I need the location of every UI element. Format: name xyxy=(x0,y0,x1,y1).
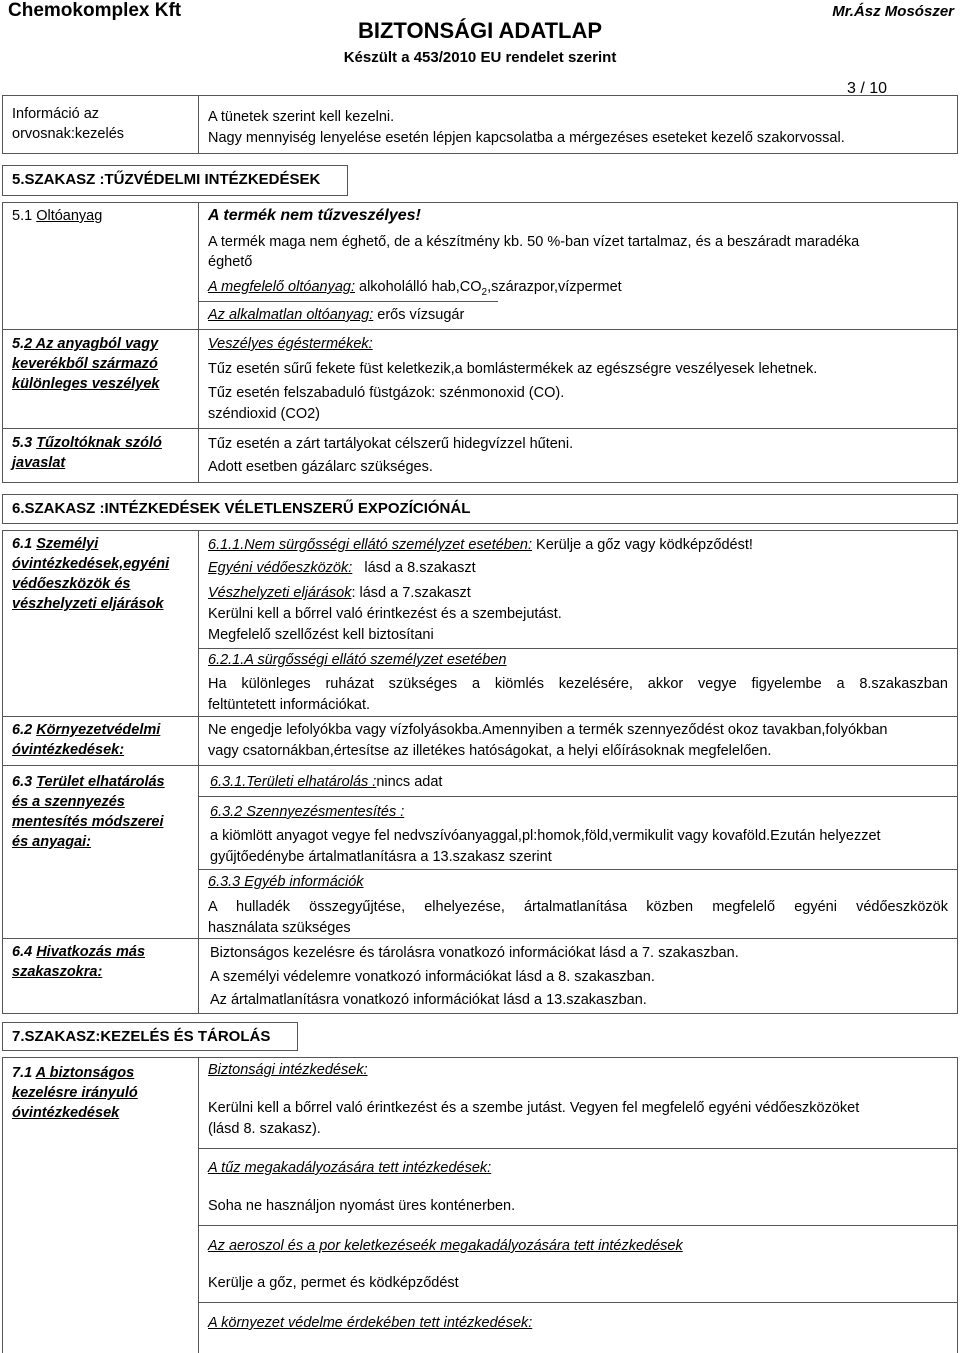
s4-text-line1: A tünetek szerint kell kezelni. xyxy=(208,109,395,125)
s4-label-line2: orvosnak:kezelés xyxy=(12,126,125,142)
s51-suitable: A megfelelő oltóanyag: alkoholálló $hab,CO_2,szárazpor,vízpermet$ xyxy=(208,279,622,298)
s63-label: 6.3 Terület elhatárolás és a szennyezés mentesítés módszerei és anyagai: xyxy=(12,774,165,850)
safety-text2: (lásd 8. szakasz). xyxy=(208,1121,321,1137)
s62-text1: Ne engedje lefolyókba vagy vízfolyásokba.Amennyiben a termék szennyeződést okoz tavakban,folyókban xyxy=(208,722,888,738)
s53-text2: Adott esetben gázálarc szükséges. xyxy=(208,459,433,475)
s633-text1: A hulladék összegyűjtése, elhelyezése, ártalmatlanítása közben megfelelő egyéni védőeszközök xyxy=(208,899,948,915)
company-name: Chemokomplex Kft xyxy=(8,0,182,21)
s4-label-line1: Információ az xyxy=(12,106,100,122)
s51-label: 5.1 Oltóanyag xyxy=(12,208,103,224)
s633-label: 6.3.3 Egyéb információk xyxy=(208,874,364,890)
section6-heading: 6.SZAKASZ :INTÉZKEDÉSEK VÉLETLENSZERŰ EXPOZÍCIÓNÁL xyxy=(12,500,471,517)
product-name: Mr.Ász Mosószer xyxy=(832,3,954,20)
s632-text1: a kiömlött anyagot vegye fel nedvszívóanyaggal,pl:homok,föld,vermikulit vagy kovaföld.Ezután helyezzet xyxy=(210,828,881,844)
s64-text1: Biztonságos kezelésre és tárolásra vonatkozó információkat lásd a 7. szakaszban. xyxy=(210,945,739,961)
s64-text2: A személyi védelemre vonatkozó információkat lásd a 8. szakaszban. xyxy=(210,969,655,985)
avoid-contact: Kerülni kell a bőrrel való érintkezést és a szembejutást. xyxy=(208,606,562,622)
s51-text-line2: éghető xyxy=(208,254,253,270)
aerosol-label: Az aeroszol és a por keletkezéseék megakadályozására tett intézkedések xyxy=(208,1238,683,1254)
fire-label: A tűz megakadályozására tett intézkedések: xyxy=(208,1160,492,1176)
fire-text: Soha ne használjon nyomást üres konténerben. xyxy=(208,1198,516,1214)
s611: 6.1.1.Nem sürgősségi ellátó személyzet esetében: Kerülje a gőz vagy ködképződést! xyxy=(208,537,753,553)
s632-label: 6.3.2 Szennyezésmentesítés : xyxy=(210,804,405,820)
s52-text1: Tűz esetén sűrű fekete füst keletkezik,a bomlástermékek az egészségre veszélyesek lehetnek. xyxy=(208,361,818,377)
page-number: 3 / 10 xyxy=(846,80,887,97)
s621-text1: Ha különleges ruházat szükséges a kiömlés kezelésére, akkor vegye figyelembe a 8.szakaszban xyxy=(208,676,948,692)
environment-label: A környezet védelme érdekében tett intézkedések: xyxy=(208,1315,533,1331)
s51-heading: A termék nem tűzveszélyes! xyxy=(208,207,421,224)
s632-text2: gyűjtőedénybe ártalmatlanításra a 13.szakasz szerint xyxy=(210,849,552,865)
s51-text-line1: A termék maga nem éghető, de a készítmény kb. 50 %-ban vízet tartalmaz, és a beszáradt maradéka xyxy=(208,234,860,250)
ventilation: Megfelelő szellőzést kell biztosítani xyxy=(208,627,434,643)
safety-text1: Kerülni kell a bőrrel való érintkezést és a szembe jutást. Vegyen fel megfelelő egyéni védőeszközöket xyxy=(208,1100,860,1116)
s53-text1: Tűz esetén a zárt tartályokat célszerű hidegvízzel hűteni. xyxy=(208,436,574,452)
s61-label: 6.1 Személyi óvintézkedések,egyéni védőeszközök és vészhelyzeti eljárások xyxy=(12,536,170,612)
s621-label: 6.2.1.A sürgősségi ellátó személyzet esetében xyxy=(208,652,507,668)
ppe-line: Egyéni védőeszközök: lásd a 8.szakaszt xyxy=(208,560,476,576)
s631: 6.3.1.Területi elhatárolás :nincs adat xyxy=(210,774,443,790)
s52-label: 5.2 Az anyagból vagy keverékből származó különleges veszélyek xyxy=(12,336,160,392)
safety-label: Biztonsági intézkedések: xyxy=(208,1062,368,1078)
s62-label: 6.2 Környezetvédelmi óvintézkedések: xyxy=(12,722,161,758)
section7-heading: 7.SZAKASZ:KEZELÉS ÉS TÁROLÁS xyxy=(12,1028,271,1045)
s62-text2: vagy csatornákban,értesítse az illetékes hatóságokat, a helyi előírásoknak megfelelően. xyxy=(208,743,772,759)
s64-label: 6.4 Hivatkozás más szakaszokra: xyxy=(12,944,146,980)
s52-text2: Tűz esetén felszabaduló füstgázok: szénmonoxid (CO). xyxy=(208,385,565,401)
s53-label: 5.3 Tűzoltóknak szóló javaslat xyxy=(12,435,162,471)
s51-unsuitable: Az alkalmatlan oltóanyag: erős vízsugár xyxy=(208,307,465,323)
emergency-line: Vészhelyzeti eljárások: lásd a 7.szakaszt xyxy=(208,585,471,601)
document-title: BIZTONSÁGI ADATLAP xyxy=(357,18,603,43)
s71-label: 7.1 A biztonságos kezelésre irányuló óvintézkedések xyxy=(12,1065,138,1121)
s64-text3: Az ártalmatlanításra vonatkozó információkat lásd a 13.szakaszban. xyxy=(210,992,647,1008)
s4-text-line2: Nagy mennyiség lenyelése esetén lépjen kapcsolatba a mérgezéses eseteket kezelő szakorvossal. xyxy=(208,130,845,146)
s633-text2: használata szükséges xyxy=(208,920,351,936)
document-subtitle: Készült a 453/2010 EU rendelet szerint xyxy=(343,49,617,66)
section5-heading: 5.SZAKASZ :TŰZVÉDELMI INTÉZKEDÉSEK xyxy=(12,171,321,188)
s52-heading: Veszélyes égéstermékek: xyxy=(208,336,373,352)
s621-text2: feltüntetett információkat. xyxy=(208,697,370,713)
aerosol-text: Kerülje a gőz, permet és ködképződést xyxy=(208,1275,459,1291)
s52-text3: széndioxid (CO2) xyxy=(208,406,321,422)
